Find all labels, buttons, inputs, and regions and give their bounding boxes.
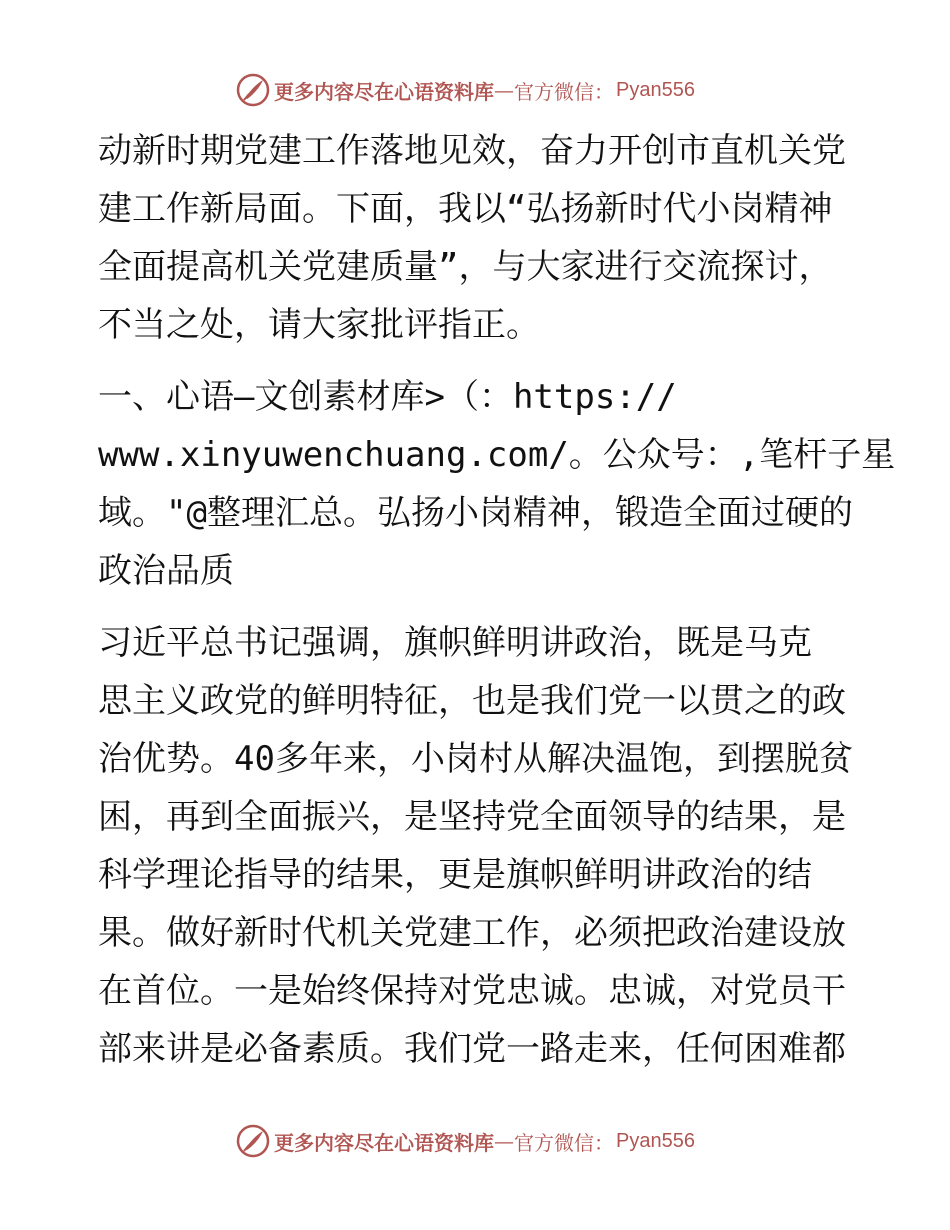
text-line: 困，再到全面振兴，是坚持党全面领导的结果，是: [98, 797, 846, 837]
quill-logo-icon: [236, 73, 270, 107]
banner-wechat-label: 官方微信：: [514, 79, 614, 104]
text-line: 科学理论指导的结果，更是旗帜鲜明讲政治的结: [98, 855, 812, 895]
banner-wechat-id: Pyan556: [616, 78, 695, 101]
footer-banner: [236, 1123, 695, 1159]
text-line: 政治品质: [98, 551, 234, 591]
text-line: 全面提高机关党建质量”，与大家进行交流探讨，: [98, 247, 833, 287]
quill-logo-icon: [236, 1124, 270, 1158]
text-line: 治优势。40多年来，小岗村从解决温饱，到摆脱贫: [98, 739, 853, 779]
text-line: 域。"@整理汇总。弘扬小岗精神，锻造全面过硬的: [98, 493, 853, 533]
text-line: www.xinyuwenchuang.com/。公众号：,笔杆子星: [98, 435, 896, 475]
paragraph-section-heading: [98, 368, 896, 600]
banner-dash: —: [494, 1129, 514, 1153]
banner-title: 更多内容尽在心语资料库: [274, 1130, 494, 1155]
paragraph-intro: [98, 122, 850, 354]
text-line: 在首位。一是始终保持对党忠诚。忠诚，对党员干: [98, 971, 846, 1011]
banner-dash: —: [494, 78, 514, 102]
banner-wechat-label: 官方微信：: [514, 1130, 614, 1155]
text-line: 果。做好新时代机关党建工作，必须把政治建设放: [98, 913, 846, 953]
banner-title: 更多内容尽在心语资料库: [274, 79, 494, 104]
text-line: 习近平总书记强调，旗帜鲜明讲政治，既是马克: [98, 623, 812, 663]
text-line: 一、心语—文创素材库>（：https://: [98, 377, 677, 417]
text-line: 部来讲是必备素质。我们党一路走来，任何困难都: [98, 1029, 846, 1069]
text-line: 思主义政党的鲜明特征，也是我们党一以贯之的政: [98, 681, 846, 721]
document-body: [98, 122, 896, 1078]
paragraph-body: [98, 614, 853, 1078]
banner-wechat-id: Pyan556: [616, 1129, 695, 1152]
text-line: 建工作新局面。下面，我以“弘扬新时代小岗精神: [98, 189, 833, 229]
text-line: 不当之处，请大家批评指正。: [98, 305, 540, 345]
text-line: 动新时期党建工作落地见效，奋力开创市直机关党: [98, 131, 846, 171]
header-banner: [236, 72, 695, 108]
